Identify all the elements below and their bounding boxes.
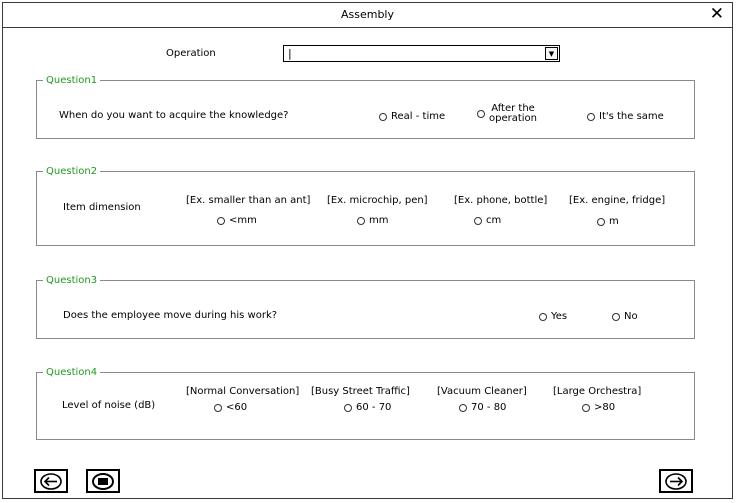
assembly-window (2, 2, 733, 499)
radio-noise-60-70[interactable] (344, 402, 391, 413)
window-title: Assembly (340, 8, 395, 21)
size-hint-engine: [Ex. engine, fridge] (569, 195, 666, 206)
radio-size-m-label: m (609, 216, 619, 227)
back-button[interactable] (34, 469, 68, 493)
radio-noise-gt80-label: >80 (594, 402, 616, 413)
radio-realtime[interactable] (379, 111, 445, 122)
radio-circle-icon (597, 218, 605, 226)
radio-size-mm-label: mm (369, 215, 389, 226)
radio-circle-icon (459, 404, 467, 412)
operation-combobox[interactable] (283, 45, 560, 62)
chevron-down-icon[interactable]: ▼ (545, 47, 558, 60)
radio-size-cm[interactable] (474, 215, 501, 226)
size-hint-phone: [Ex. phone, bottle] (454, 195, 548, 206)
radio-circle-icon (217, 217, 225, 225)
radio-no[interactable] (612, 311, 638, 322)
question4-group (36, 367, 695, 440)
radio-size-mm[interactable] (357, 215, 388, 226)
radio-size-lt-mm[interactable] (217, 215, 257, 226)
radio-size-lt-mm-label: <mm (229, 215, 257, 226)
radio-circle-icon (357, 217, 365, 225)
radio-circle-icon (477, 110, 485, 118)
stop-icon (92, 473, 114, 490)
question2-legend: Question2 (46, 166, 98, 177)
radio-noise-lt60-label: <60 (226, 402, 248, 413)
radio-noise-70-80[interactable] (459, 402, 506, 413)
radio-noise-lt60[interactable] (214, 402, 247, 413)
radio-noise-60-70-label: 60 - 70 (356, 402, 392, 413)
radio-yes[interactable] (539, 311, 567, 322)
stop-button[interactable] (86, 469, 120, 493)
question2-prompt: Item dimension (63, 202, 141, 213)
noise-hint-conversation: [Normal Conversation] (186, 386, 300, 397)
question3-legend: Question3 (46, 275, 98, 286)
size-hint-microchip: [Ex. microchip, pen] (327, 195, 428, 206)
question1-prompt: When do you want to acquire the knowledge? (59, 110, 289, 121)
radio-yes-label: Yes (551, 311, 568, 322)
noise-hint-orchestra: [Large Orchestra] (553, 386, 642, 397)
question4-legend: Question4 (46, 367, 98, 378)
close-icon[interactable]: ✕ (709, 4, 724, 24)
radio-circle-icon (582, 404, 590, 412)
noise-hint-vacuum: [Vacuum Cleaner] (437, 386, 527, 397)
question1-legend: Question1 (46, 75, 98, 86)
size-hint-ant: [Ex. smaller than an ant] (186, 195, 311, 206)
title-bar (3, 3, 732, 28)
operation-value: | (288, 47, 292, 60)
radio-no-label: No (624, 311, 638, 322)
question1-group (36, 75, 695, 139)
radio-after-operation[interactable] (477, 104, 537, 124)
question3-group (36, 275, 695, 339)
operation-label: Operation (166, 48, 216, 59)
next-button[interactable] (659, 469, 693, 493)
arrow-left-icon (40, 473, 62, 490)
question4-prompt: Level of noise (dB) (62, 400, 156, 411)
question3-prompt: Does the employee move during his work? (63, 310, 278, 321)
question2-group (36, 166, 695, 246)
noise-hint-traffic: [Busy Street Traffic] (311, 386, 410, 397)
radio-size-cm-label: cm (486, 215, 502, 226)
radio-same-label: It's the same (599, 111, 664, 122)
radio-size-m[interactable] (597, 216, 619, 227)
radio-same[interactable] (587, 111, 664, 122)
radio-circle-icon (612, 313, 620, 321)
radio-noise-gt80[interactable] (582, 402, 615, 413)
radio-realtime-label: Real - time (391, 111, 446, 122)
radio-circle-icon (379, 113, 387, 121)
radio-circle-icon (214, 404, 222, 412)
radio-circle-icon (344, 404, 352, 412)
radio-circle-icon (587, 113, 595, 121)
radio-after-label-line2: operation (489, 113, 538, 124)
radio-after-label-line1: After the (491, 103, 535, 114)
radio-circle-icon (539, 313, 547, 321)
radio-noise-70-80-label: 70 - 80 (471, 402, 507, 413)
arrow-right-icon (665, 473, 687, 490)
radio-circle-icon (474, 217, 482, 225)
